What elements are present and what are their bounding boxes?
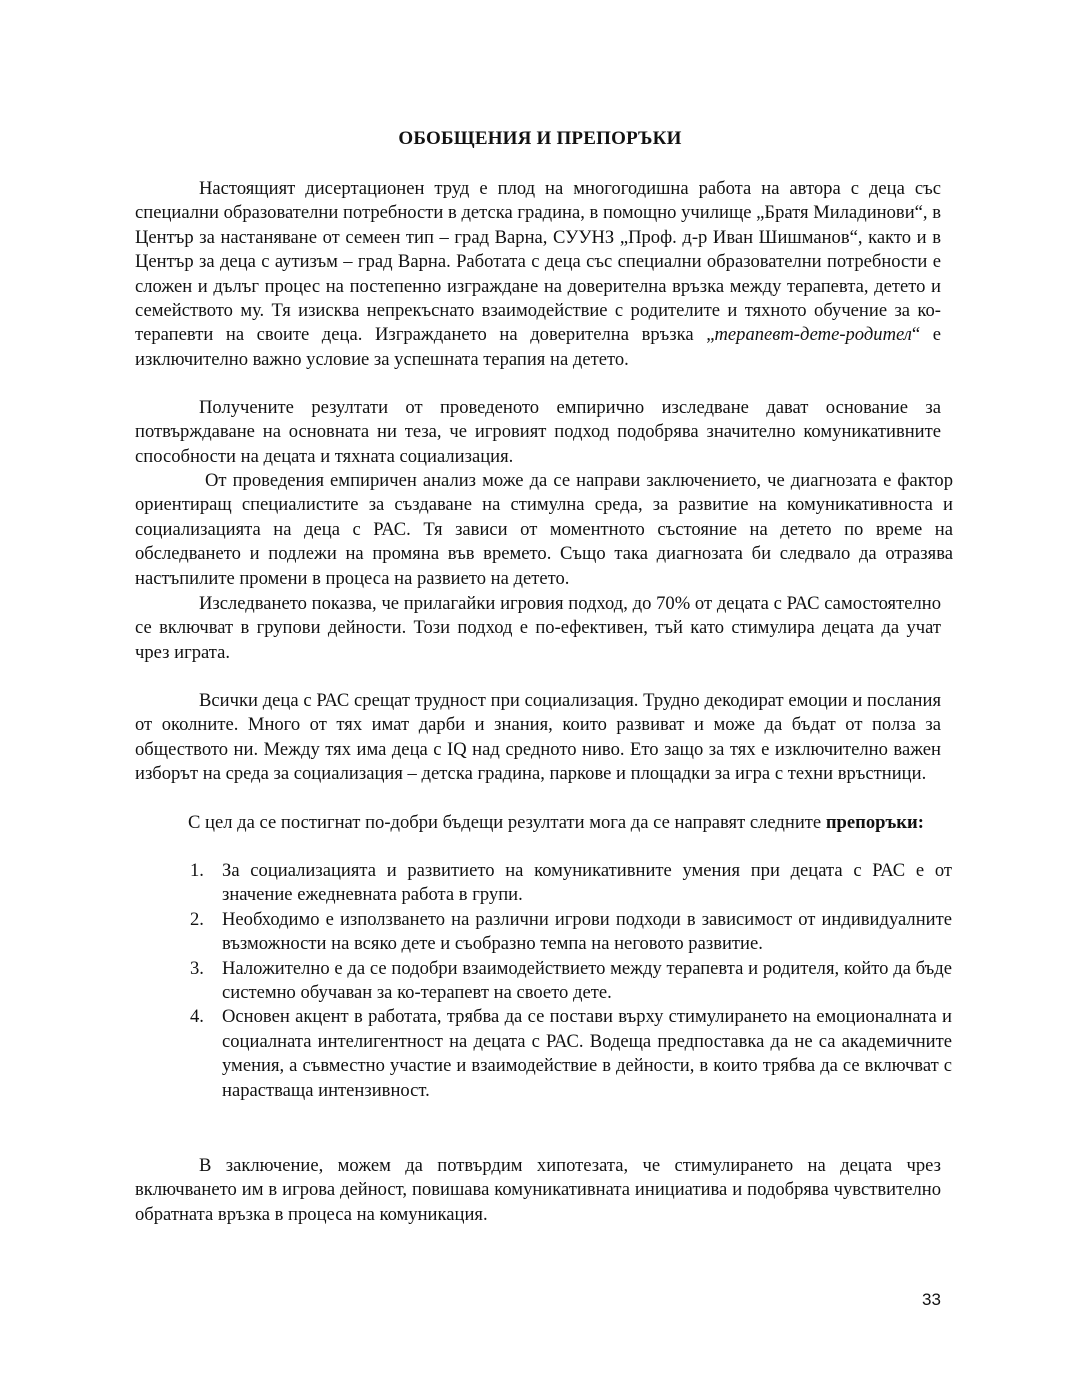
list-item-number: 4.	[190, 1006, 204, 1028]
paragraph-analysis-text: От проведения емпиричен анализ може да се направи заключението, че диагнозата е фактор ориентиращ специалистите за създаване на стимулна среда, за развитие на комуникативноста и социализацията на деца с РАС. Тя зависи от моментното състояние на детето по време на обследването и подлежи на промяна във времето. Също така диагнозата би следвало да отразява настъпилите промени в процеса на развието на детето.	[135, 470, 953, 589]
list-item-number: 2.	[190, 908, 204, 930]
intro-text-part1: Настоящият дисертационен труд е плод на многогодишна работа на автора с деца със специални образователни потребности в детска градина, в помощно училище „Братя Миладинови“, в Център за настаняване от семеен тип – град Варна, СУУНЗ „Проф. д-р Иван Шишманов“, както и в Център за деца с аутизъм – град Варна. Работата с деца със специални образователни потребности е сложен и дълъг процес на постепенно изграждане на доверителна връзка между терапевта, детето и семейството му. Тя изисква непрекъснато взаимодействие с родителите и тяхното обучение за ко-терапевти на своите деца. Изграждането на доверителна връзка „	[135, 178, 941, 346]
list-item-text: За социализацията и развитието на комуникативните умения при децата с РАС е от значение ежедневната работа в групи.	[222, 860, 952, 906]
recommendations-intro-text: С цел да се постигнат по-добри бъдещи резултати мога да се направят следните	[188, 812, 826, 833]
paragraph-results	[135, 396, 941, 469]
list-item-text: Необходимо е използването на различни игрови подходи в зависимост от индивидуалните възможности на всяко дете и съобразно темпа на неговото развитие.	[222, 908, 952, 955]
paragraph-socialization-text: Всички деца с РАС срещат трудност при социализация. Трудно декодират емоции и послания от околните. Много от тях имат дарби и знания, които развиват и може да бъдат от полза за обществото ни. Между тях има деца с IQ над средното ниво. Ето защо за тях е изключително важен изборът на среда за социализация – детска градина, паркове и площадки за игра с техни връстници.	[135, 690, 941, 785]
list-item-number: 3.	[190, 957, 204, 979]
list-item-text: Наложително е да се подобри взаимодействието между терапевта и родителя, който да бъде системно обучаван за ко-терапевт на своето дете.	[222, 957, 952, 1004]
paragraph-study	[135, 592, 941, 665]
paragraph-intro-text	[135, 177, 941, 372]
list-item-text: Основен акцент в работата, трябва да се постави върху стимулирането на емоционалната и социалната интелигентност на децата с РАС. Водеща предпоставка да не са академичните умения, а съвместно участие и взаимодействие в дейности, в които трябва да се включват с нарастваща интензивност.	[222, 1006, 952, 1101]
paragraph-conclusion	[135, 1154, 941, 1227]
paragraph-results-text: Получените резултати от проведеното емпирично изследване дават основание за потвърждаване на основната ни теза, че игровият подход подобрява значително комуникативните способности на децата и тяхната социализация.	[135, 397, 941, 467]
list-item	[180, 859, 952, 908]
paragraph-recommendations-intro-text	[128, 811, 952, 835]
paragraph-recommendations-intro	[128, 811, 952, 835]
paragraph-intro	[135, 177, 941, 372]
list-item	[180, 1005, 952, 1103]
paragraph-conclusion-text: В заключение, можем да потвърдим хипотезата, че стимулирането на децата чрез включването им в игрова дейност, повишава комуникативната инициатива и подобрява чувствително обратната връзка в процеса на комуникация.	[135, 1155, 941, 1225]
intro-text-italic: терапевт-дете-родител	[714, 324, 912, 346]
list-item	[180, 908, 952, 957]
paragraph-socialization	[135, 689, 941, 787]
recommendations-list	[180, 859, 952, 1103]
list-item-number: 1.	[190, 860, 204, 881]
page-number: 33	[922, 1290, 941, 1309]
paragraph-analysis	[135, 469, 953, 591]
recommendations-heading: препоръки:	[825, 812, 924, 833]
list-item	[180, 957, 952, 1006]
page-title: ОБОБЩЕНИЯ И ПРЕПОРЪКИ	[398, 128, 682, 149]
paragraph-study-text: Изследването показва, че прилагайки игровия подход, до 70% от децата с РАС самостоятелно се включват в групови дейности. Този подход е по-ефективен, тъй като стимулира децата да учат чрез играта.	[135, 593, 941, 663]
intro-text-part2: “ е изключително важно условие за успешната терапия на детето.	[135, 324, 941, 370]
